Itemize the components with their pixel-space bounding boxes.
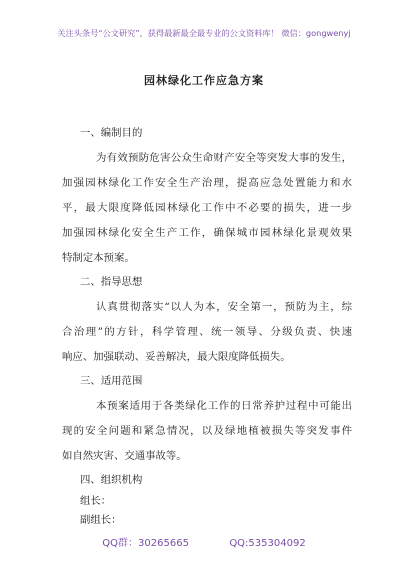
paragraph-line: 合治理”的方针，科学管理、统一领导、分级负责、快速 xyxy=(62,326,352,338)
paragraph-line: 加强园林绿化工作安全生产治理，提高应急处置能力和水 xyxy=(62,177,352,189)
role-label-deputy: 副组长： xyxy=(80,514,122,526)
paragraph-line: 认真贯彻落实“以人为本，安全第一，预防为主，综 xyxy=(96,301,352,313)
paragraph-line: 本预案适用于各类绿化工作的日常养护过程中可能出 xyxy=(96,400,352,412)
paragraph-line: 现的安全问题和紧急情况，以及绿地植被损失等突发事件 xyxy=(62,425,352,437)
footer-qq-group: QQ群：30265665 xyxy=(102,538,189,549)
paragraph-line: 平，最大限度降低园林绿化工作中不必要的损失，进一步 xyxy=(62,202,352,214)
paragraph-line: 加强园林绿化安全生产工作，确保城市园林绿化景观效果 xyxy=(62,227,352,239)
section-heading: 一、编制目的 xyxy=(80,127,143,139)
role-label-leader: 组长： xyxy=(80,495,112,507)
section-heading: 四、组织机构 xyxy=(80,474,143,486)
paragraph-line: 响应、加强联动、妥善解决，最大限度降低损失。 xyxy=(62,351,291,363)
paragraph-line: 特制定本预案。 xyxy=(62,252,135,264)
footer-contact xyxy=(0,534,408,549)
paragraph-line: 为有效预防危害公众生命财产安全等突发大事的发生， xyxy=(96,152,352,164)
document-title: 园林绿化工作应急方案 xyxy=(144,74,264,87)
header-notice: 关注头条号“公文研究”，获得最新最全最专业的公文资料库！ 微信：gongwenyj xyxy=(57,28,351,38)
paragraph-line: 如自然灾害、交通事故等。 xyxy=(62,450,187,462)
footer-qq-number: QQ:535304092 xyxy=(229,538,306,549)
section-heading: 三、适用范围 xyxy=(80,375,143,387)
section-heading: 二、指导思想 xyxy=(80,276,143,288)
